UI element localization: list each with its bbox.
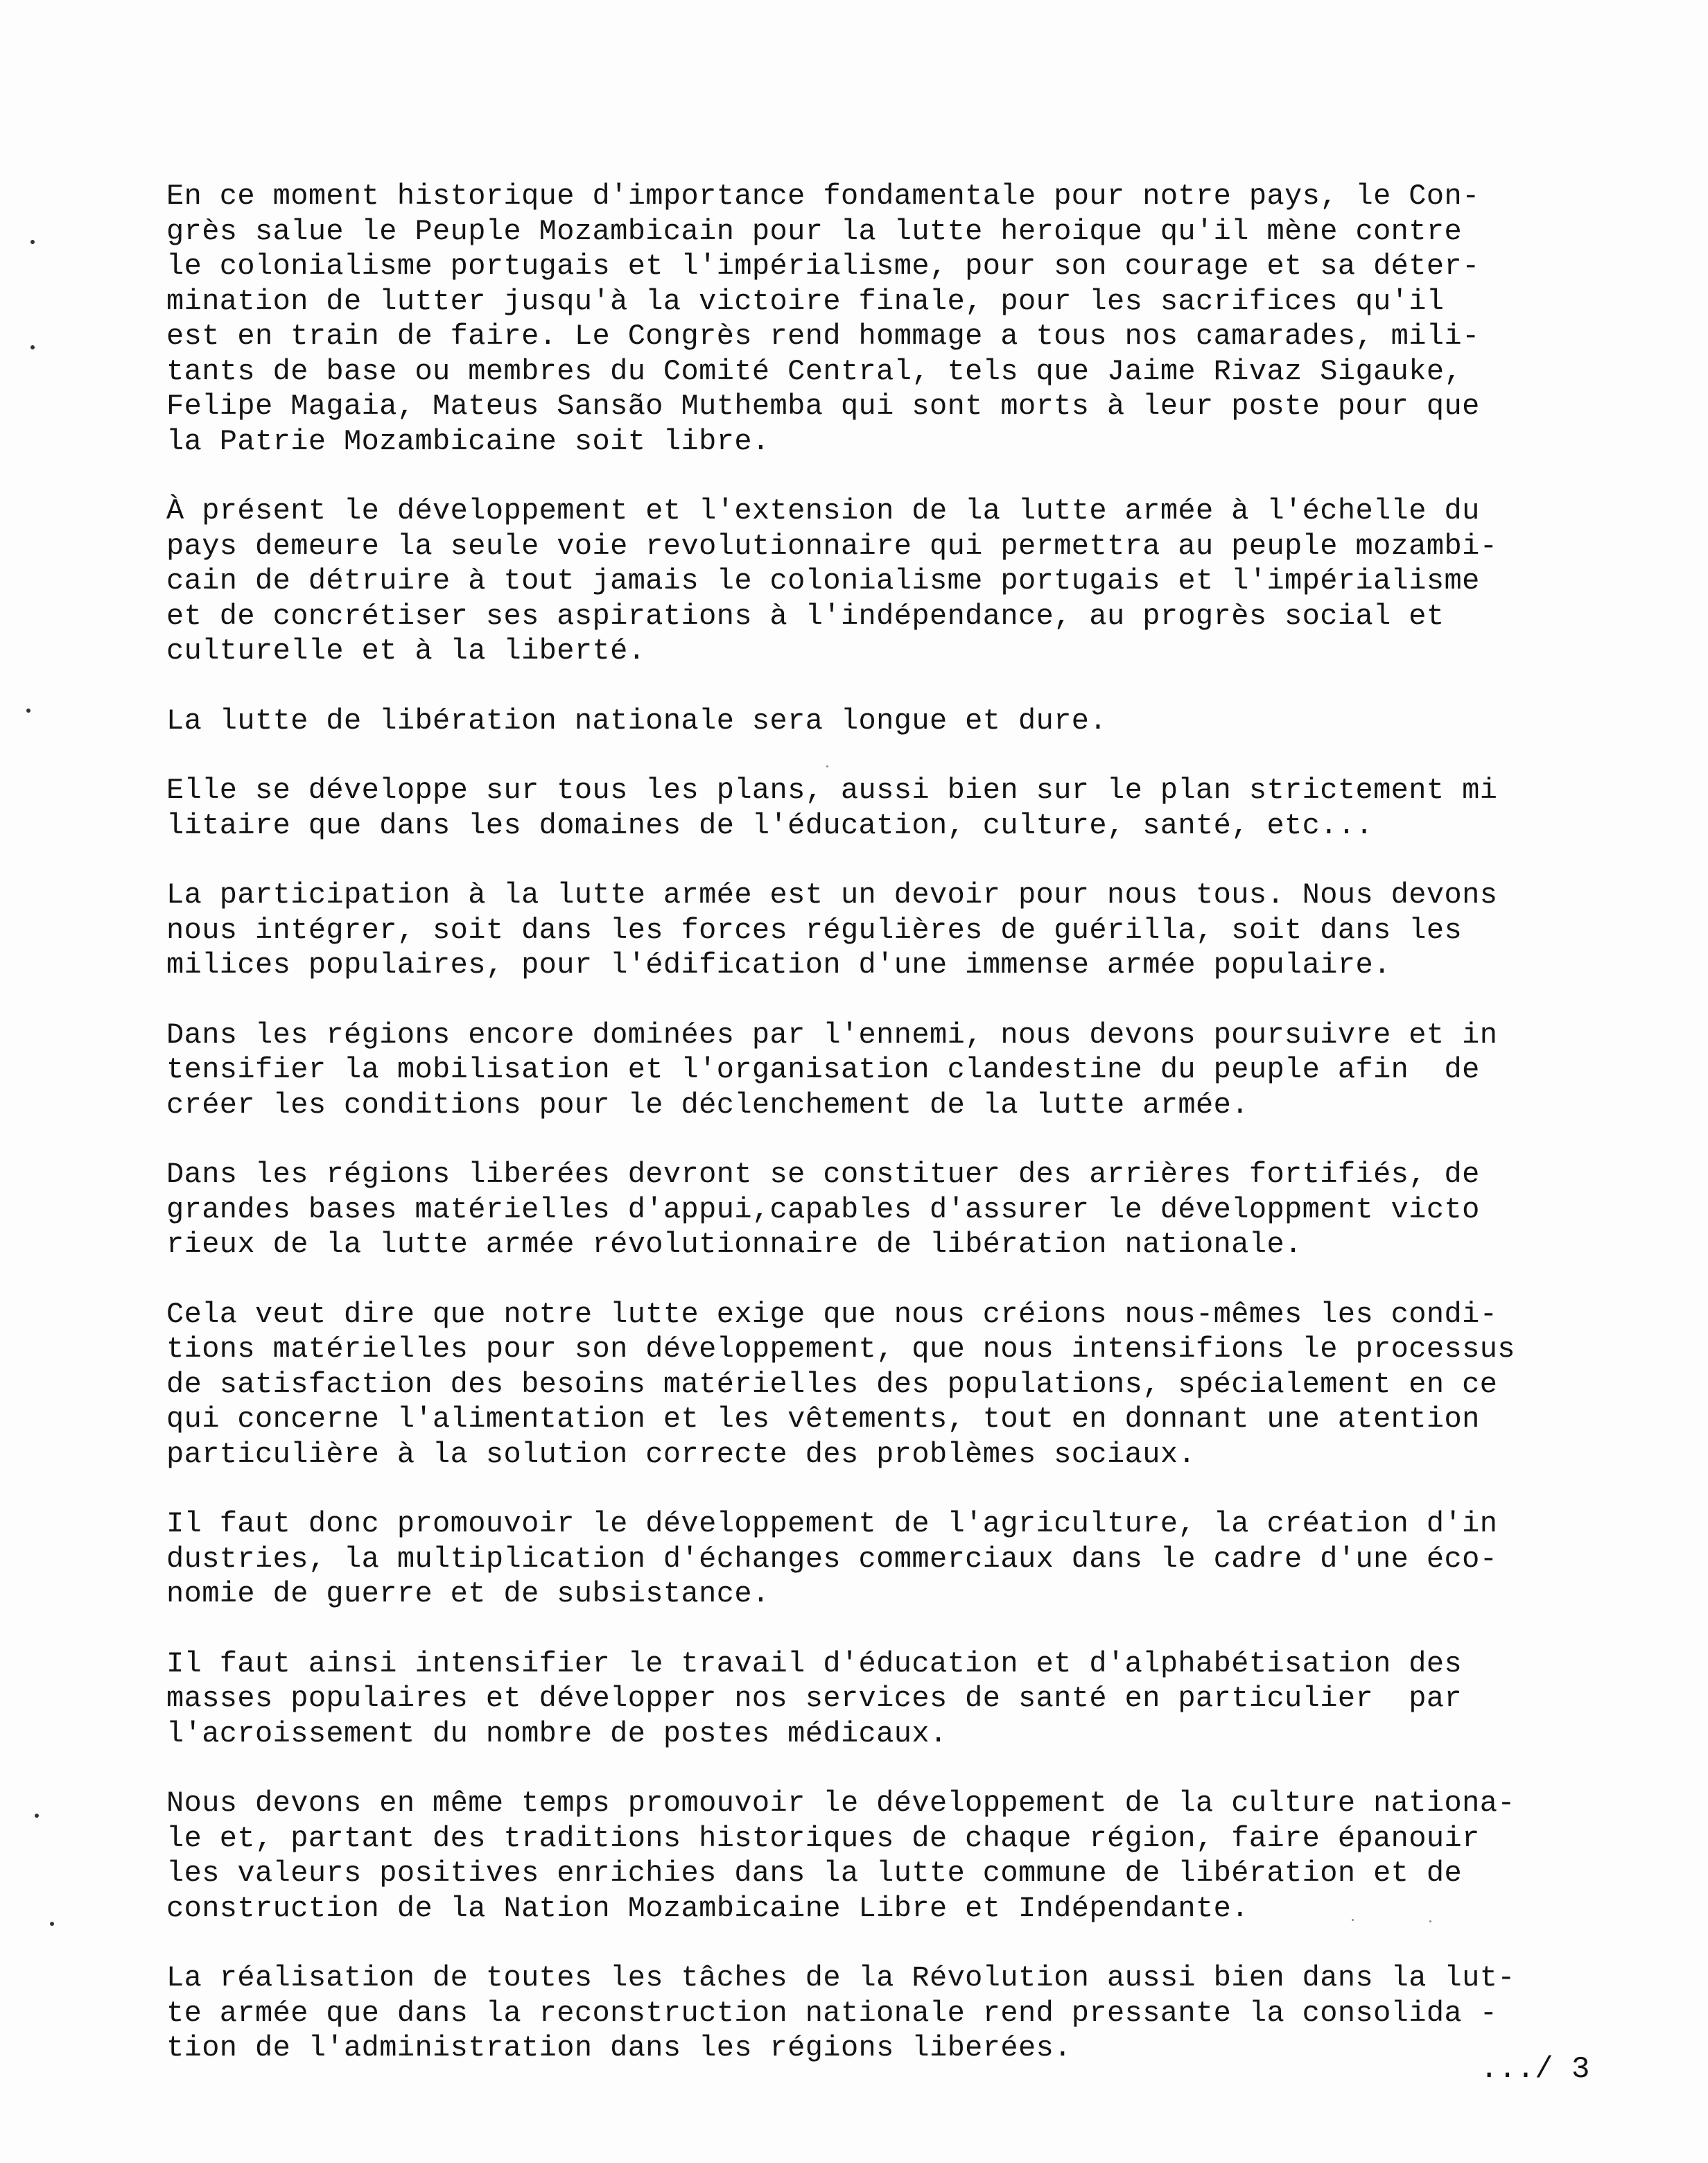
text-line: nous intégrer, soit dans les forces régulières de guérilla, soit dans les [166, 913, 1463, 947]
text-line: est en train de faire. Le Congrès rend hommage a tous nos camarades, mili- [166, 320, 1480, 353]
text-line: En ce moment historique d'importance fondamentale pour notre pays, le Con- [166, 180, 1480, 213]
text-line: La réalisation de toutes les tâches de la Révolution aussi bien dans la lut- [166, 1961, 1515, 1995]
text-line: tensifier la mobilisation et l'organisation clandestine du peuple afin de [166, 1053, 1480, 1086]
document-body [166, 179, 1615, 2101]
text-line: culturelle et à la liberté. [166, 634, 646, 668]
text-line: particulière à la solution correcte des problèmes sociaux. [166, 1437, 1196, 1471]
paragraph [166, 773, 1615, 843]
paragraph [166, 1506, 1615, 1612]
text-line: tants de base ou membres du Comité Central, tels que Jaime Rivaz Sigauke, [166, 354, 1463, 388]
text-line: Dans les régions liberées devront se constituer des arrières fortifiés, de [166, 1158, 1480, 1191]
text-line: tion de l'administration dans les régions liberées. [166, 2031, 1072, 2065]
page-continuation-marker: .../ 3 [1480, 2052, 1590, 2087]
paragraph [166, 494, 1615, 669]
text-line: grès salue le Peuple Mozambicain pour la lutte heroique qu'il mène contre [166, 214, 1463, 248]
text-line: et de concrétiser ses aspirations à l'indépendance, au progrès social et [166, 599, 1445, 633]
text-line: le et, partant des traditions historiques de chaque région, faire épanouir [166, 1821, 1480, 1855]
text-line: te armée que dans la reconstruction nationale rend pressante la consolida - [166, 1996, 1498, 2030]
paragraph [166, 1157, 1615, 1262]
text-line: tions matérielles pour son développement, que nous intensifions le processus [166, 1332, 1515, 1366]
text-line: créer les conditions pour le déclenchement de la lutte armée. [166, 1088, 1249, 1122]
text-line: Elle se développe sur tous les plans, aussi bien sur le plan strictement mi [166, 774, 1498, 807]
paragraph [166, 878, 1615, 983]
text-line: pays demeure la seule voie revolutionnaire qui permettra au peuple mozambi- [166, 529, 1498, 563]
text-line: construction de la Nation Mozambicaine Libre et Indépendante. [166, 1891, 1249, 1925]
text-line: rieux de la lutte armée révolutionnaire de libération nationale. [166, 1228, 1302, 1261]
margin-mark [31, 240, 35, 244]
paragraph [166, 179, 1615, 459]
text-line: Il faut donc promouvoir le développement de l'agriculture, la création d'in [166, 1507, 1498, 1540]
margin-mark [26, 709, 31, 713]
text-line: litaire que dans les domaines de l'éducation, culture, santé, etc... [166, 808, 1374, 842]
text-line: Dans les régions encore dominées par l'ennemi, nous devons poursuivre et in [166, 1018, 1498, 1052]
margin-mark [35, 1814, 39, 1818]
text-line: La lutte de libération nationale sera longue et dure. [166, 704, 1108, 738]
text-line: la Patrie Mozambicaine soit libre. [166, 424, 770, 458]
paragraph [166, 1961, 1615, 2066]
text-line: le colonialisme portugais et l'impérialisme, pour son courage et sa déter- [166, 250, 1480, 283]
text-line: les valeurs positives enrichies dans la lutte commune de libération et de [166, 1857, 1463, 1890]
text-line: Cela veut dire que notre lutte exige que nous créions nous-mêmes les condi- [166, 1297, 1498, 1331]
paragraph [166, 1786, 1615, 1926]
text-line: qui concerne l'alimentation et les vêtements, tout en donnant une atention [166, 1402, 1480, 1436]
text-line: Felipe Magaia, Mateus Sansão Muthemba qui sont morts à leur poste pour que [166, 390, 1480, 423]
text-line: nomie de guerre et de subsistance. [166, 1577, 770, 1610]
text-line: À présent le développement et l'extension de la lutte armée à l'échelle du [166, 494, 1480, 528]
text-line: dustries, la multiplication d'échanges commerciaux dans le cadre d'une éco- [166, 1542, 1498, 1576]
paragraph [166, 1018, 1615, 1123]
text-line: La participation à la lutte armée est un devoir pour nous tous. Nous devons [166, 878, 1498, 912]
text-line: milices populaires, pour l'édification d'une immense armée populaire. [166, 948, 1391, 982]
text-line: masses populaires et développer nos services de santé en particulier par [166, 1682, 1463, 1715]
margin-mark [50, 1922, 54, 1926]
paragraph [166, 704, 1615, 739]
text-line: grandes bases matérielles d'appui,capables d'assurer le développment victo [166, 1192, 1480, 1226]
text-line: Nous devons en même temps promouvoir le développement de la culture nationa- [166, 1787, 1515, 1820]
text-line: cain de détruire à tout jamais le colonialisme portugais et l'impérialisme [166, 564, 1480, 598]
text-line: l'acroissement du nombre de postes médicaux. [166, 1717, 948, 1751]
paragraph [166, 1297, 1615, 1473]
text-line: de satisfaction des besoins matérielles des populations, spécialement en ce [166, 1367, 1498, 1401]
paragraph [166, 1647, 1615, 1752]
text-line: mination de lutter jusqu'à la victoire finale, pour les sacrifices qu'il [166, 284, 1445, 318]
text-line: Il faut ainsi intensifier le travail d'éducation et d'alphabétisation des [166, 1647, 1463, 1680]
margin-mark [31, 345, 35, 349]
